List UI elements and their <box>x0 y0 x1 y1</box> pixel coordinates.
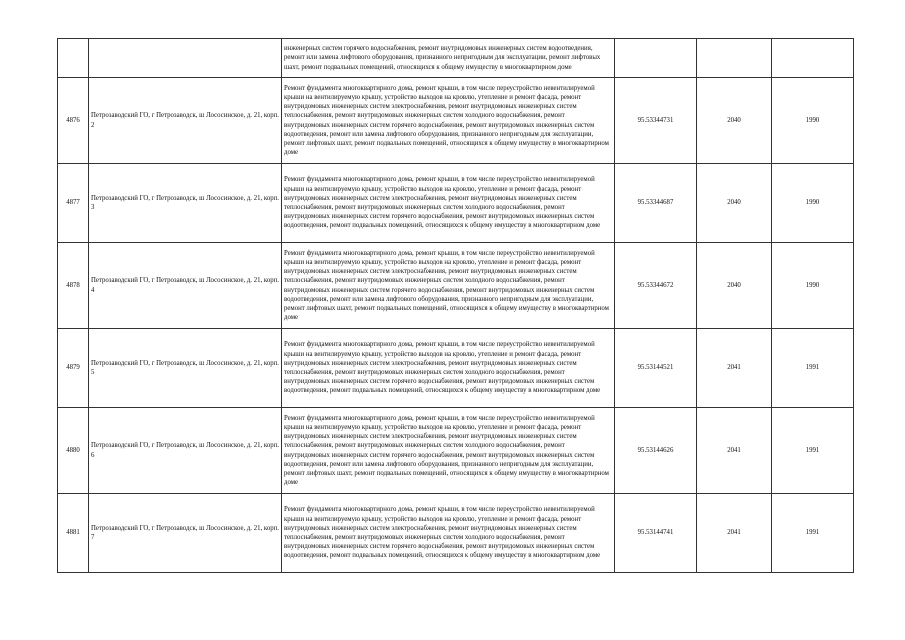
area-cell: 95.53344731 <box>615 78 697 164</box>
address-cell: Петрозаводский ГО, г Петрозаводск, ш Лососинское, д. 21, корп. 3 <box>89 164 282 243</box>
planned-year-cell: 2041 <box>697 494 772 573</box>
built-year-cell: 1991 <box>772 494 854 573</box>
row-number-cell: 4881 <box>58 494 89 573</box>
address-cell <box>89 39 282 78</box>
capital-repair-table <box>57 38 854 573</box>
planned-year-cell: 2040 <box>697 164 772 243</box>
works-cell: Ремонт фундамента многоквартирного дома, ремонт крыши, в том числе переустройство невентилируемой крыши на вентилируемую крышу, устройство выходов на кровлю, утепление и ремонт фасада, ремонт внутридомовых инженерных систем электроснабжения, ремонт внутридомовых инженерных систем теплоснабжения, ремонт внутридомовых инженерных систем холодного водоснабжения, ремонт внутридомовых инженерных систем горячего водоснабжения, ремонт внутридомовых инженерных систем водоотведения, ремонт или замена лифтового оборудования, признанного непригодным для эксплуатации, ремонт лифтовых шахт, ремонт подвальных помещений, относящихся к общему имуществу в многоквартирном доме <box>282 78 615 164</box>
document-page <box>57 38 853 573</box>
row-number-cell <box>58 39 89 78</box>
address-cell: Петрозаводский ГО, г Петрозаводск, ш Лососинское, д. 21, корп. 4 <box>89 243 282 329</box>
area-cell: 95.53344672 <box>615 243 697 329</box>
works-cell: Ремонт фундамента многоквартирного дома, ремонт крыши, в том числе переустройство невентилируемой крыши на вентилируемую крышу, устройство выходов на кровлю, утепление и ремонт фасада, ремонт внутридомовых инженерных систем электроснабжения, ремонт внутридомовых инженерных систем теплоснабжения, ремонт внутридомовых инженерных систем холодного водоснабжения, ремонт внутридомовых инженерных систем горячего водоснабжения, ремонт внутридомовых инженерных систем водоотведения, ремонт подвальных помещений, относящихся к общему имуществу в многоквартирном доме <box>282 494 615 573</box>
planned-year-cell: 2040 <box>697 78 772 164</box>
table-row <box>58 494 854 573</box>
area-cell <box>615 39 697 78</box>
address-cell: Петрозаводский ГО, г Петрозаводск, ш Лососинское, д. 21, корп. 5 <box>89 329 282 408</box>
row-number-cell: 4879 <box>58 329 89 408</box>
address-cell: Петрозаводский ГО, г Петрозаводск, ш Лососинское, д. 21, корп. 7 <box>89 494 282 573</box>
area-cell: 95.53344687 <box>615 164 697 243</box>
works-cell: Ремонт фундамента многоквартирного дома, ремонт крыши, в том числе переустройство невентилируемой крыши на вентилируемую крышу, устройство выходов на кровлю, утепление и ремонт фасада, ремонт внутридомовых инженерных систем электроснабжения, ремонт внутридомовых инженерных систем теплоснабжения, ремонт внутридомовых инженерных систем холодного водоснабжения, ремонт внутридомовых инженерных систем горячего водоснабжения, ремонт внутридомовых инженерных систем водоотведения, ремонт или замена лифтового оборудования, признанного непригодным для эксплуатации, ремонт лифтовых шахт, ремонт подвальных помещений, относящихся к общему имуществу в многоквартирном доме <box>282 408 615 494</box>
table-row <box>58 243 854 329</box>
row-number-cell: 4876 <box>58 78 89 164</box>
built-year-cell: 1991 <box>772 408 854 494</box>
address-cell: Петрозаводский ГО, г Петрозаводск, ш Лососинское, д. 21, корп. 2 <box>89 78 282 164</box>
built-year-cell: 1991 <box>772 329 854 408</box>
table-row <box>58 329 854 408</box>
table-row-continuation <box>58 39 854 78</box>
works-cell: Ремонт фундамента многоквартирного дома, ремонт крыши, в том числе переустройство невентилируемой крыши на вентилируемую крышу, устройство выходов на кровлю, утепление и ремонт фасада, ремонт внутридомовых инженерных систем электроснабжения, ремонт внутридомовых инженерных систем теплоснабжения, ремонт внутридомовых инженерных систем холодного водоснабжения, ремонт внутридомовых инженерных систем горячего водоснабжения, ремонт внутридомовых инженерных систем водоотведения, ремонт или замена лифтового оборудования, признанного непригодным для эксплуатации, ремонт лифтовых шахт, ремонт подвальных помещений, относящихся к общему имуществу в многоквартирном доме <box>282 243 615 329</box>
works-cell: Ремонт фундамента многоквартирного дома, ремонт крыши, в том числе переустройство невентилируемой крыши на вентилируемую крышу, устройство выходов на кровлю, утепление и ремонт фасада, ремонт внутридомовых инженерных систем электроснабжения, ремонт внутридомовых инженерных систем теплоснабжения, ремонт внутридомовых инженерных систем холодного водоснабжения, ремонт внутридомовых инженерных систем горячего водоснабжения, ремонт внутридомовых инженерных систем водоотведения, ремонт подвальных помещений, относящихся к общему имуществу в многоквартирном доме <box>282 164 615 243</box>
planned-year-cell: 2041 <box>697 408 772 494</box>
row-number-cell: 4877 <box>58 164 89 243</box>
area-cell: 95.53144741 <box>615 494 697 573</box>
area-cell: 95.53144626 <box>615 408 697 494</box>
address-cell: Петрозаводский ГО, г Петрозаводск, ш Лососинское, д. 21, корп. 6 <box>89 408 282 494</box>
works-cell: Ремонт фундамента многоквартирного дома, ремонт крыши, в том числе переустройство невентилируемой крыши на вентилируемую крышу, устройство выходов на кровлю, утепление и ремонт фасада, ремонт внутридомовых инженерных систем электроснабжения, ремонт внутридомовых инженерных систем теплоснабжения, ремонт внутридомовых инженерных систем холодного водоснабжения, ремонт внутридомовых инженерных систем горячего водоснабжения, ремонт внутридомовых инженерных систем водоотведения, ремонт подвальных помещений, относящихся к общему имуществу в многоквартирном доме <box>282 329 615 408</box>
row-number-cell: 4878 <box>58 243 89 329</box>
area-cell: 95.53144521 <box>615 329 697 408</box>
built-year-cell: 1990 <box>772 164 854 243</box>
built-year-cell: 1990 <box>772 78 854 164</box>
planned-year-cell: 2041 <box>697 329 772 408</box>
works-cell: инженерных систем горячего водоснабжения, ремонт внутридомовых инженерных систем водоотведения, ремонт или замена лифтового оборудования, признанного непригодным для эксплуатации, ремонт лифтовых шахт, ремонт подвальных помещений, относящихся к общему имуществу в многоквартирном доме <box>282 39 615 78</box>
built-year-cell: 1990 <box>772 243 854 329</box>
row-number-cell: 4880 <box>58 408 89 494</box>
planned-year-cell <box>697 39 772 78</box>
table-row <box>58 78 854 164</box>
table-row <box>58 164 854 243</box>
built-year-cell <box>772 39 854 78</box>
planned-year-cell: 2040 <box>697 243 772 329</box>
table-row <box>58 408 854 494</box>
